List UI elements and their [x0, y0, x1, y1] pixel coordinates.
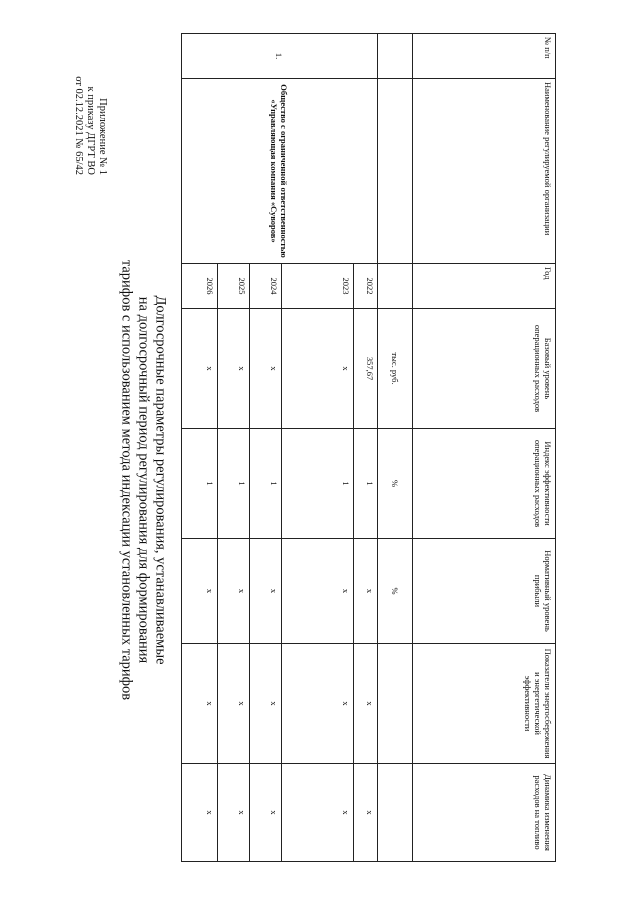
parameters-table-wrapper	[182, 33, 556, 861]
year-cell: 2023	[282, 264, 354, 309]
appendix-line-1: Приложение № 1	[97, 98, 108, 175]
year-cell: 2025	[218, 264, 250, 309]
document-title	[95, 200, 190, 760]
title-line-3: тарифов с использованием метода индексации установленных тарифов	[118, 259, 134, 701]
year-cell: 2022	[354, 264, 378, 309]
header-index: Индекс эффективности операционных расходов	[413, 429, 556, 539]
fuel-cell: х	[354, 764, 378, 862]
header-profit: Нормативный уровень прибыли	[413, 539, 556, 644]
base-cell: х	[250, 309, 282, 429]
index-cell: 1	[250, 429, 282, 539]
header-energy: Показатели энергосбережения и энергетической эффективности	[413, 644, 556, 764]
base-cell: х	[282, 309, 354, 429]
index-cell: 1	[218, 429, 250, 539]
year-cell: 2024	[250, 264, 282, 309]
profit-cell: х	[250, 539, 282, 644]
header-fuel: Динамика изменения расходов на топливо	[413, 764, 556, 862]
header-org: Наименование регулируемой организации	[413, 79, 556, 264]
energy-cell: х	[282, 644, 354, 764]
row-num: 1.	[182, 34, 378, 79]
header-year: Год	[413, 264, 556, 309]
unit-base: тыс. руб.	[378, 309, 413, 429]
unit-index: %	[378, 429, 413, 539]
profit-cell: х	[218, 539, 250, 644]
title-line-2: на долгосрочный период регулирования для формирования	[135, 296, 151, 664]
index-cell: 1	[182, 429, 218, 539]
profit-cell: х	[182, 539, 218, 644]
year-cell: 2026	[182, 264, 218, 309]
appendix-block	[60, 40, 120, 175]
fuel-cell: х	[218, 764, 250, 862]
appendix-line-3: от 02.12.2021 № 65/42	[73, 76, 84, 175]
header-base: Базовый уровень операционных расходов	[413, 309, 556, 429]
unit-profit: %	[378, 539, 413, 644]
base-cell: х	[182, 309, 218, 429]
parameters-table	[181, 33, 556, 862]
fuel-cell: х	[182, 764, 218, 862]
base-cell: 357,67	[354, 309, 378, 429]
profit-cell: х	[282, 539, 354, 644]
row-org: Общество с ограниченной ответственностью «Управляющая компания «Суворов»	[182, 79, 378, 264]
fuel-cell: х	[250, 764, 282, 862]
index-cell: 1	[282, 429, 354, 539]
base-cell: х	[218, 309, 250, 429]
energy-cell: х	[218, 644, 250, 764]
appendix-line-2: к приказу ДГРТ ВО	[85, 86, 96, 175]
fuel-cell: х	[282, 764, 354, 862]
profit-cell: х	[354, 539, 378, 644]
header-num: № п/п	[413, 34, 556, 79]
index-cell: 1	[354, 429, 378, 539]
energy-cell: х	[250, 644, 282, 764]
energy-cell: х	[354, 644, 378, 764]
title-line-1: Долгосрочные параметры регулирования, устанавливаемые	[152, 295, 168, 665]
energy-cell: х	[182, 644, 218, 764]
